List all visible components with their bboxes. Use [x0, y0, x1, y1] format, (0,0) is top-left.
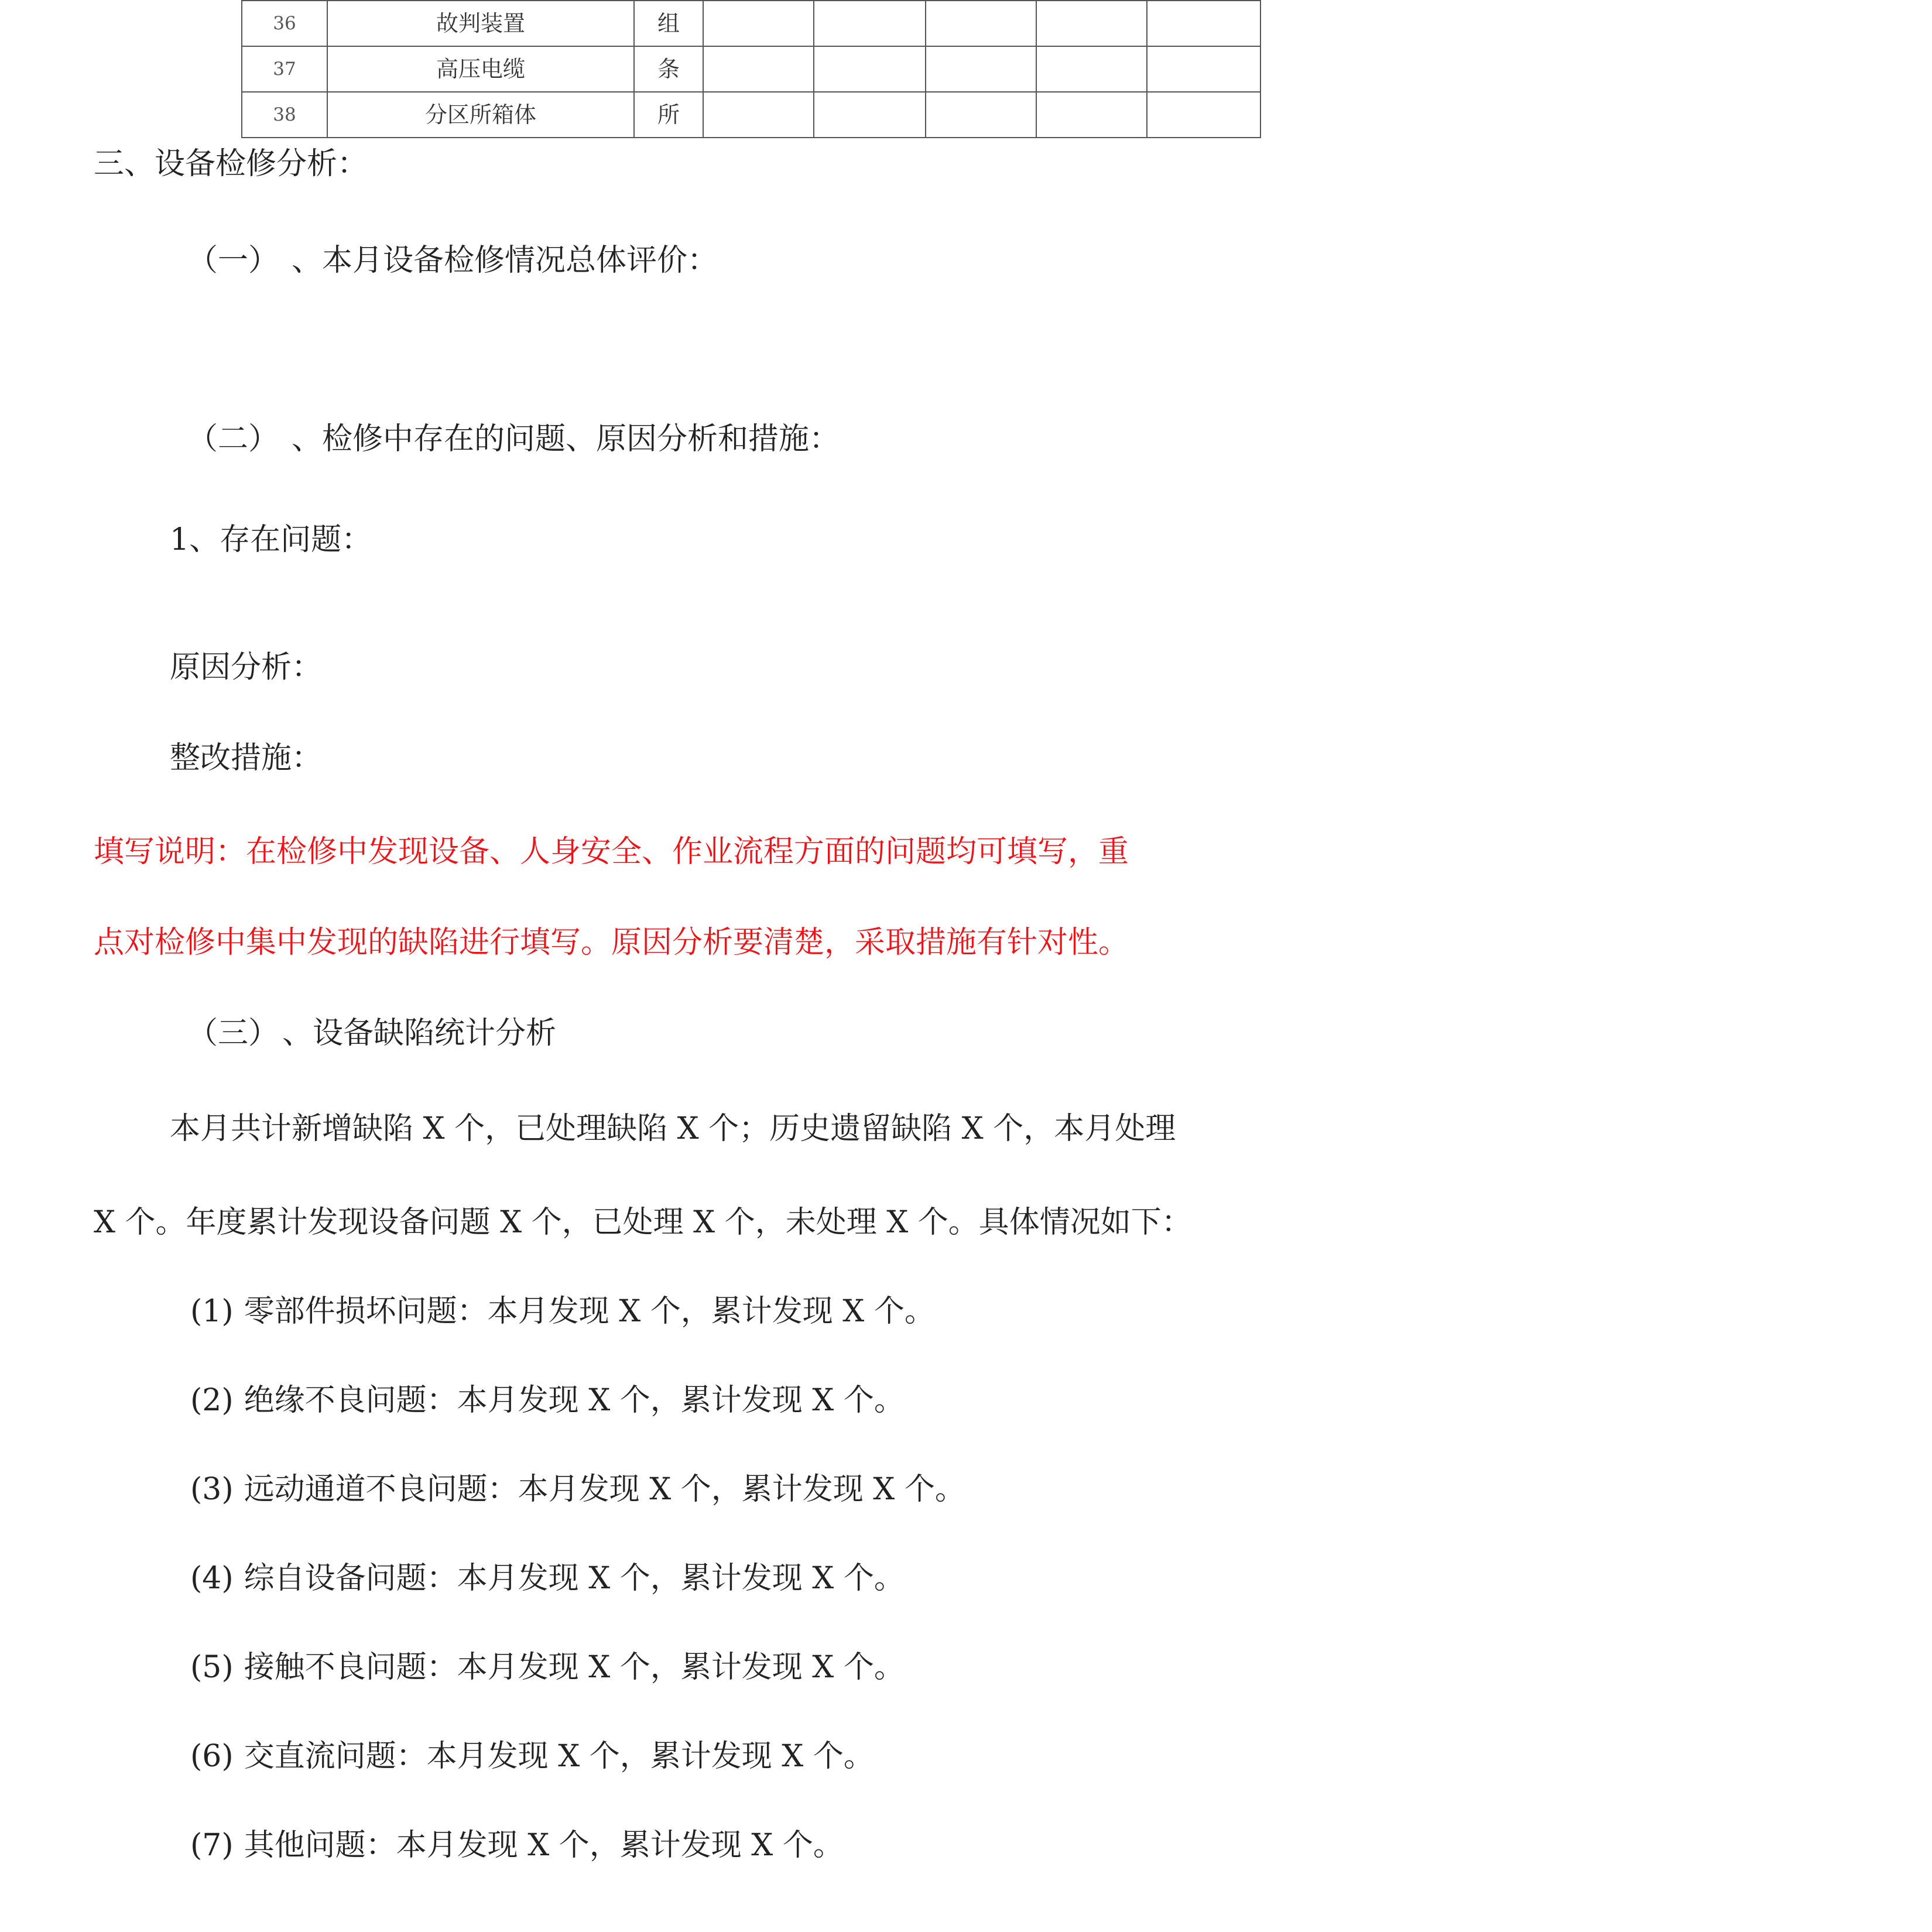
empty-cell [703, 46, 814, 92]
list-item-text: 接触不良问题：本月发现 X 个，累计发现 X 个。 [244, 1650, 905, 1685]
list-item-number: (3) [190, 1472, 234, 1507]
table-row [242, 92, 1260, 138]
list-item-number: (7) [190, 1828, 234, 1863]
list-item-text: 零部件损坏问题：本月发现 X 个，累计发现 X 个。 [244, 1294, 935, 1329]
equipment-unit: 条 [634, 46, 703, 92]
table-row [242, 1, 1260, 46]
list-item [190, 1561, 905, 1596]
list-item [190, 1739, 874, 1774]
subsection-title: 、本月设备检修情况总体评价： [292, 243, 718, 278]
table-row [242, 46, 1260, 92]
list-item-number: (1) [190, 1294, 234, 1329]
subsection-overall-evaluation [187, 243, 718, 278]
defect-summary-line-1: 本月共计新增缺陷 X 个，已处理缺陷 X 个；历史遗留缺陷 X 个，本月处理 [170, 1111, 1176, 1146]
empty-cell [926, 46, 1036, 92]
list-item [190, 1828, 844, 1863]
equipment-name: 故判装置 [327, 1, 634, 46]
list-item-text: 综自设备问题：本月发现 X 个，累计发现 X 个。 [244, 1561, 905, 1596]
empty-cell [814, 1, 926, 46]
list-item [190, 1650, 905, 1685]
list-item-text: 绝缘不良问题：本月发现 X 个，累计发现 X 个。 [244, 1383, 905, 1418]
cause-analysis-label: 原因分析： [170, 650, 323, 685]
list-item-number: (2) [190, 1383, 234, 1418]
row-number: 37 [242, 46, 327, 92]
empty-cell [814, 46, 926, 92]
list-item-text: 交直流问题：本月发现 X 个，累计发现 X 个。 [244, 1739, 874, 1774]
list-item-number: (6) [190, 1739, 234, 1774]
empty-cell [1147, 92, 1260, 138]
subsection-title: 、设备缺陷统计分析 [282, 1016, 557, 1051]
list-item [190, 1383, 905, 1418]
fill-instructions-line-2: 点对检修中集中发现的缺陷进行填写。原因分析要清楚，采取措施有针对性。 [94, 925, 1129, 960]
subsection-number: （三） [187, 1016, 279, 1051]
empty-cell [1036, 92, 1147, 138]
equipment-unit: 所 [634, 92, 703, 138]
empty-cell [814, 92, 926, 138]
equipment-name: 分区所箱体 [327, 92, 634, 138]
defect-summary-line-2: X 个。年度累计发现设备问题 X 个，已处理 X 个，未处理 X 个。具体情况如下： [94, 1205, 1192, 1240]
empty-cell [1036, 46, 1147, 92]
equipment-name: 高压电缆 [327, 46, 634, 92]
subsection-title: 、检修中存在的问题、原因分析和措施： [292, 422, 840, 457]
subsection-number: （一） [187, 243, 279, 278]
empty-cell [703, 92, 814, 138]
list-item-text: 远动通道不良问题：本月发现 X 个，累计发现 X 个。 [244, 1472, 965, 1507]
row-number: 38 [242, 92, 327, 138]
fill-instructions-line-1: 填写说明：在检修中发现设备、人身安全、作业流程方面的问题均可填写，重 [94, 834, 1129, 869]
empty-cell [926, 92, 1036, 138]
empty-cell [1147, 1, 1260, 46]
equipment-unit: 组 [634, 1, 703, 46]
existing-problems-label: 1、存在问题： [170, 522, 372, 557]
subsection-number: （二） [187, 422, 279, 457]
subsection-problems [187, 422, 840, 457]
rectification-measures-label: 整改措施： [170, 741, 323, 776]
empty-cell [703, 1, 814, 46]
section-heading: 三、设备检修分析： [94, 146, 368, 181]
list-item [190, 1472, 965, 1507]
empty-cell [926, 1, 1036, 46]
list-item [190, 1294, 935, 1329]
subsection-defect-statistics [187, 1016, 556, 1051]
equipment-table [241, 0, 1261, 138]
empty-cell [1036, 1, 1147, 46]
row-number: 36 [242, 1, 327, 46]
list-item-text: 其他问题：本月发现 X 个，累计发现 X 个。 [244, 1828, 844, 1863]
empty-cell [1147, 46, 1260, 92]
list-item-number: (4) [190, 1561, 234, 1596]
list-item-number: (5) [190, 1650, 234, 1685]
